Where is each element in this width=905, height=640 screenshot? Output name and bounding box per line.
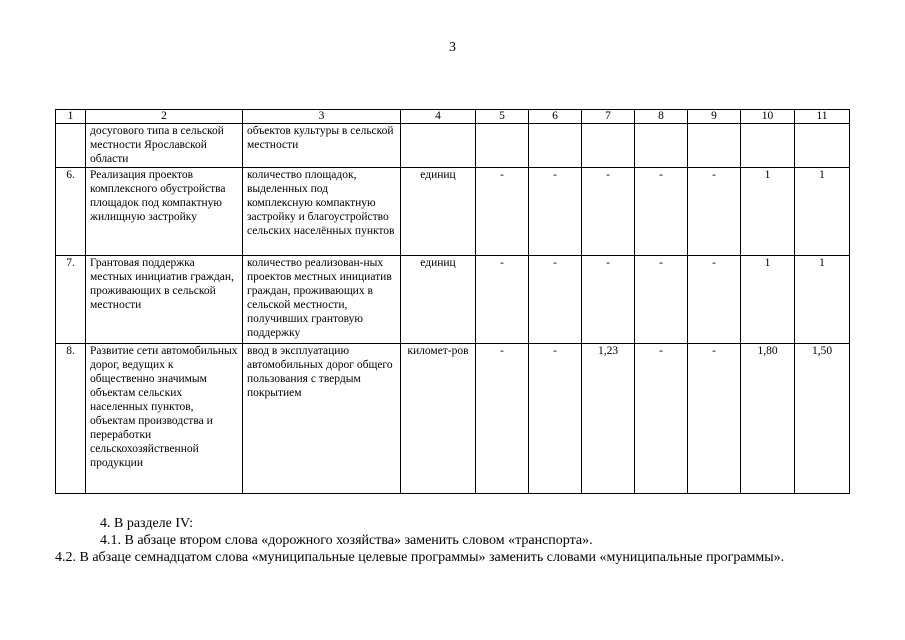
header-cell: 4 xyxy=(401,110,476,124)
value-cell: 1,50 xyxy=(795,344,850,494)
value-cell: 1 xyxy=(795,168,850,256)
value-cell xyxy=(476,124,529,168)
value-cell: - xyxy=(688,168,741,256)
unit-cell: единиц xyxy=(401,168,476,256)
value-cell xyxy=(582,124,635,168)
value-cell: - xyxy=(529,168,582,256)
value-cell: - xyxy=(476,168,529,256)
value-cell: 1,23 xyxy=(582,344,635,494)
value-cell: - xyxy=(582,168,635,256)
table-row xyxy=(56,168,850,256)
indicator-cell: количество реализован-ных проектов местных инициатив граждан, проживающих в сельской местности, получивших грантовую поддержку xyxy=(243,256,401,344)
table-row xyxy=(56,256,850,344)
value-cell: 1 xyxy=(741,256,795,344)
indicators-table xyxy=(55,109,850,494)
value-cell: - xyxy=(688,256,741,344)
amendment-paragraph: 4.2. В абзаце семнадцатом слова «муниципальные целевые программы» заменить словами «муниципальные программы». xyxy=(55,550,785,565)
header-cell: 9 xyxy=(688,110,741,124)
event-name-cell: Реализация проектов комплексного обустройства площадок под компактную жилищную застройку xyxy=(86,168,243,256)
unit-cell: километ-ров xyxy=(401,344,476,494)
unit-cell: единиц xyxy=(401,256,476,344)
value-cell: - xyxy=(529,256,582,344)
indicator-cell: ввод в эксплуатацию автомобильных дорог общего пользования с твердым покрытием xyxy=(243,344,401,494)
header-cell: 10 xyxy=(741,110,795,124)
event-name-cell: Грантовая поддержка местных инициатив граждан, проживающих в сельской местности xyxy=(86,256,243,344)
row-number-cell xyxy=(56,124,86,168)
row-number-cell: 7. xyxy=(56,256,86,344)
value-cell xyxy=(795,124,850,168)
value-cell: - xyxy=(635,256,688,344)
indicator-cell: количество площадок, выделенных под комплексную компактную застройку и благоустройство сельских населённых пунктов xyxy=(243,168,401,256)
header-cell: 5 xyxy=(476,110,529,124)
header-cell: 11 xyxy=(795,110,850,124)
value-cell: - xyxy=(476,344,529,494)
indicator-cell: объектов культуры в сельской местности xyxy=(243,124,401,168)
page-number: 3 xyxy=(449,40,456,55)
value-cell: - xyxy=(582,256,635,344)
header-cell: 1 xyxy=(56,110,86,124)
section-paragraph: 4. В разделе IV: xyxy=(100,516,193,531)
row-number-cell: 8. xyxy=(56,344,86,494)
value-cell xyxy=(635,124,688,168)
value-cell: - xyxy=(635,168,688,256)
value-cell: - xyxy=(635,344,688,494)
event-name-cell: Развитие сети автомобильных дорог, ведущих к общественно значимым объектам сельских населенных пунктов, объектам производства и переработки сельскохозяйственной продукции xyxy=(86,344,243,494)
value-cell xyxy=(688,124,741,168)
header-cell: 7 xyxy=(582,110,635,124)
value-cell: - xyxy=(476,256,529,344)
value-cell: 1 xyxy=(741,168,795,256)
value-cell: - xyxy=(529,344,582,494)
table-row xyxy=(56,344,850,494)
table-row xyxy=(56,124,850,168)
header-cell: 8 xyxy=(635,110,688,124)
table-header-row xyxy=(56,110,850,124)
header-cell: 3 xyxy=(243,110,401,124)
header-cell: 6 xyxy=(529,110,582,124)
amendment-paragraph: 4.1. В абзаце втором слова «дорожного хозяйства» заменить словом «транспорта». xyxy=(100,533,593,548)
value-cell: 1 xyxy=(795,256,850,344)
row-number-cell: 6. xyxy=(56,168,86,256)
value-cell xyxy=(741,124,795,168)
event-name-cell: досугового типа в сельской местности Ярославской области xyxy=(86,124,243,168)
value-cell: - xyxy=(688,344,741,494)
header-cell: 2 xyxy=(86,110,243,124)
unit-cell xyxy=(401,124,476,168)
value-cell xyxy=(529,124,582,168)
value-cell: 1,80 xyxy=(741,344,795,494)
